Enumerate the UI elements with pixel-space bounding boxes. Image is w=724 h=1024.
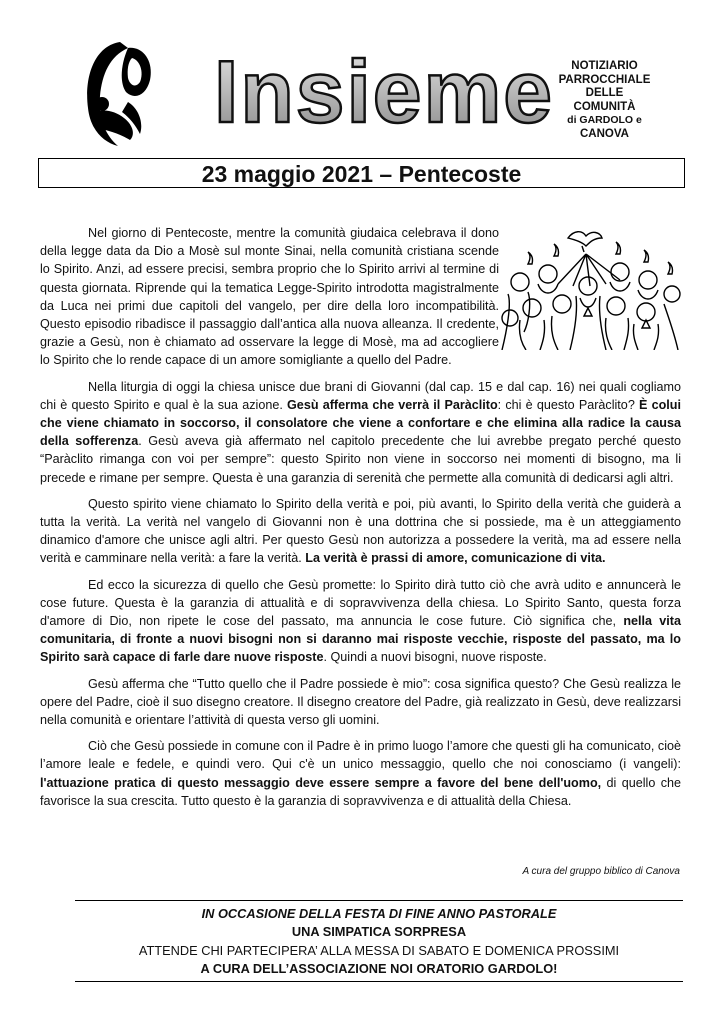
tagline-line: PARROCCHIALE [558, 73, 651, 86]
tagline-line: DELLE COMUNITÀ [573, 87, 636, 113]
article-body [40, 224, 681, 818]
tagline-line: NOTIZIARIO [571, 60, 638, 72]
article-paragraph: Nel giorno di Pentecoste, mentre la comunità giudaica celebrava il dono della legge data da Dio a Mosè sul monte Sinai, nella comunità cristiana scende lo Spirito. Anzi, ad essere precisi, sembra proprio che lo Spirito arrivi al termine di questa giornata. Riprende qui la tematica Legge-Spirito introdotta magistralmente da Luca nei primi due capitoli del vangelo, per dire della loro incompatibilità. Questo episodio ribadisce il passaggio dall’antica alla nuova alleanza. Il credente, grazie a Gesù, non è chiamato ad osservare la legge di Mosè, ma ad accogliere lo Spirito che lo rende capace di un amore somigliante a quello del Padre. [40, 226, 499, 368]
madonna-logo-icon [80, 38, 160, 148]
page-title: 23 maggio 2021 – Pentecoste [38, 158, 685, 188]
article-credit: A cura del gruppo biblico di Canova [522, 866, 680, 877]
masthead-title [212, 50, 557, 130]
notice-line: A CURA DELL’ASSOCIAZIONE NOI ORATORIO GARDOLO! [200, 960, 558, 976]
article-paragraph: Questo spirito viene chiamato lo Spirito della verità e poi, più avanti, lo Spirito della verità che guiderà a tutta la verità. La verità nel vangelo di Giovanni non è una dottrina che si possiede, ma è un atteggiamento dinamico d'amore che unisce agli altri. Per questo Gesù non autorizza a possedere la verità, ma ad essere nella verità e camminare nella verità: a fare la verità. La verità è prassi di amore, comunicazione di vita. [40, 496, 681, 566]
notice-line: ATTENDE CHI PARTECIPERA’ ALLA MESSA DI SABATO E DOMENICA PROSSIMI [138, 942, 620, 958]
notice-line: UNA SIMPATICA SORPRESA [291, 924, 467, 940]
article-paragraph: Ciò che Gesù possiede in comune con il Padre è in primo luogo l’amore che questi gli ha comunicato, cioè l’amore leale e fedele, e quindi vero. Qui c'è un unico messaggio, quello che noi conosciamo (i vangeli): l'attuazione pratica di questo messaggio deve essere sempre a favore del bene dell'uomo, di quello che favorisce la sua crescita. Tutto questo è la garanzia di sopravvivenza e di attualità della Chiesa. [40, 739, 682, 808]
article-paragraph: Ed ecco la sicurezza di quello che Gesù promette: lo Spirito dirà tutto ciò che avrà udito e annuncerà le cose future. Questa è la garanzia di attualità e di sopravvivenza della chiesa. Lo Spirito Santo, questa forza d'amore di Dio, non ripete le cose del passato, ma annuncia le cose future. Ciò significa che, nella vita comunitaria, di fronte a nuovi bisogni non si daranno mai risposte vecchie, risposte del passato, ma lo Spirito sarà capace di farle dare nuove risposte. Quindi a nuovi bisogni, nuove risposte. [40, 577, 681, 665]
notice-line: IN OCCASIONE DELLA FESTA DI FINE ANNO PASTORALE [201, 906, 557, 921]
article-paragraph: Gesù afferma che “Tutto quello che il Padre possiede è mio”: cosa significa questo? Che Gesù realizza le opere del Padre, cioè il suo disegno creatore. Il disegno creatore del Padre, già realizzato in Gesù, deve realizzarsi nella comunità e orientare l’attività di questa verso gli uomini. [40, 676, 681, 728]
tagline-line: di GARDOLO e [567, 114, 642, 126]
event-notice [75, 900, 683, 982]
masthead-title-text: Insieme [214, 50, 554, 130]
article-paragraph: Nella liturgia di oggi la chiesa unisce due brani di Giovanni (dal cap. 15 e dal cap. 16) nei quali cogliamo chi è questo Spirito e qual è la sua azione. Gesù afferma che verrà il Paràclito: chi è questo Paràclito? È colui che viene chiamato in soccorso, il consolatore che viene a confortare e che elimina alla radice la causa della sofferenza. Gesù aveva già affermato nel capitolo precedente che lui avrebbe pregato perché questo “Paràclito rimanga con voi per sempre”: questo Spirito non viene in soccorso nei momenti di bisogno, ma li precede e rimane per sempre. Questa è una garanzia di serenità che permette alla comunità di dedicarsi agli altri. [40, 379, 681, 485]
masthead-tagline [557, 60, 652, 141]
tagline-line: CANOVA [580, 127, 629, 140]
